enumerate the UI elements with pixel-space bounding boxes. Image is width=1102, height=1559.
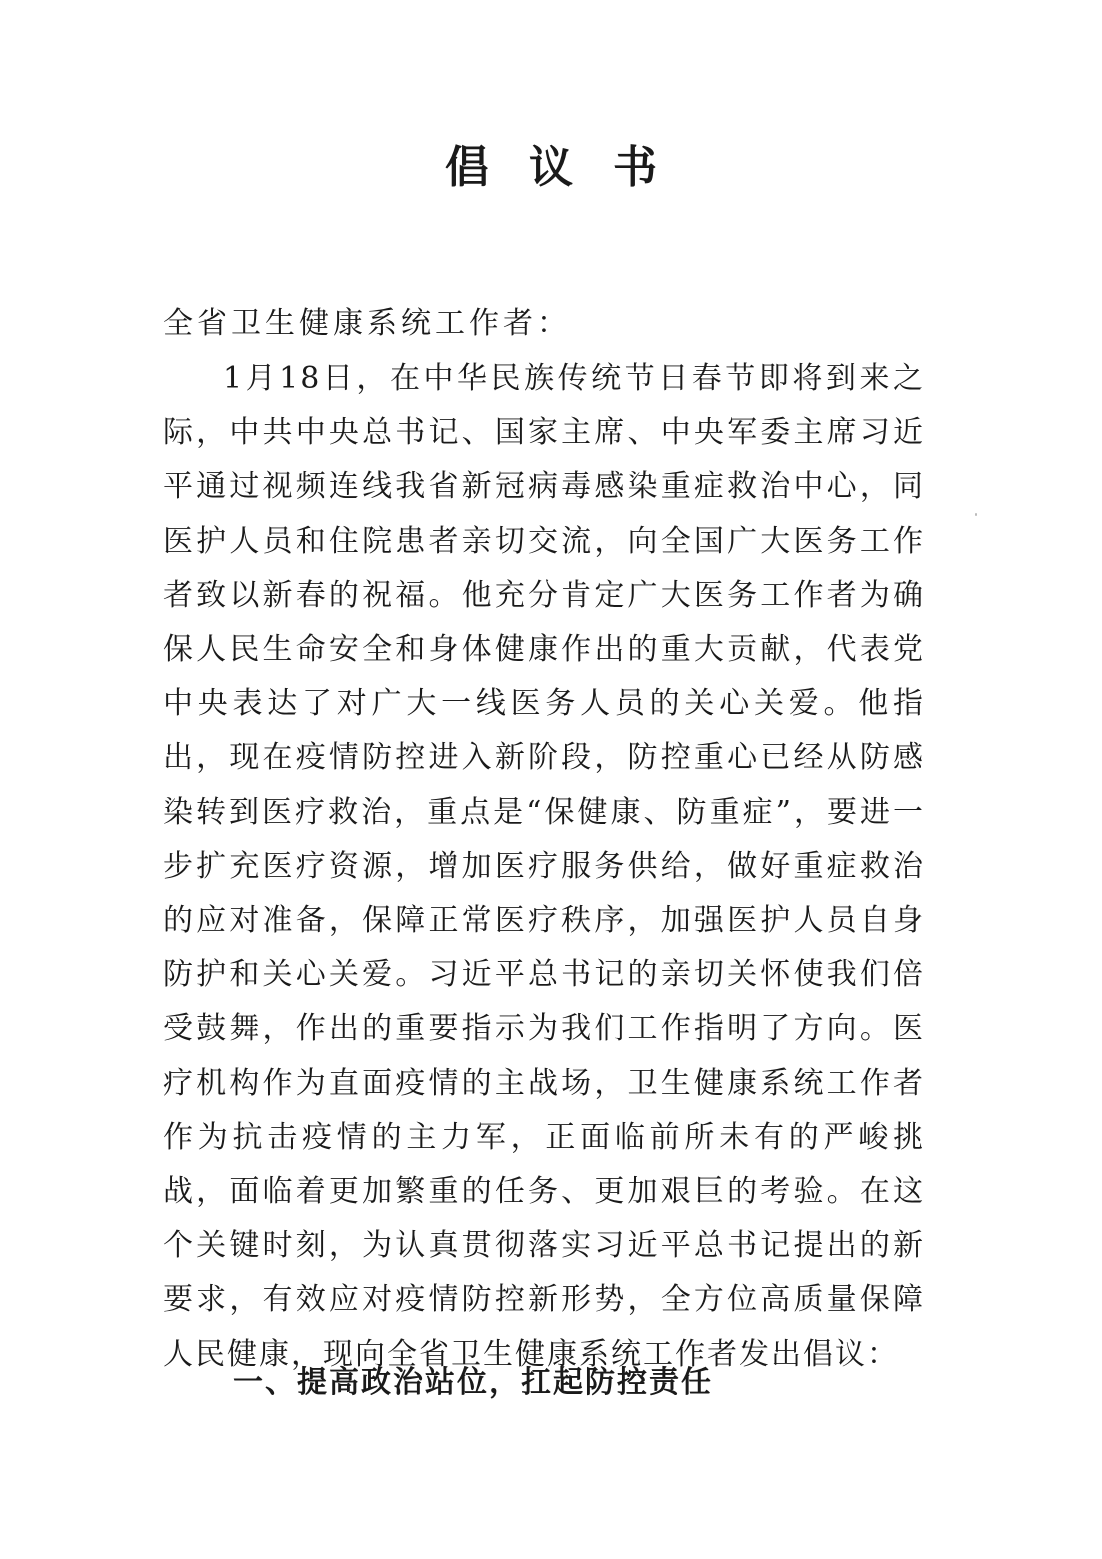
- salutation: 全省卫生健康系统工作者：: [163, 306, 571, 341]
- scan-speck: [975, 513, 977, 516]
- body-paragraph: 1月18日，在中华民族传统节日春节即将到来之际，中共中央总书记、国家主席、中央军委主席习近平通过视频连线我省新冠病毒感染重症救治中心，同医护人员和住院患者亲切交流，向全国广大医务工作者致以新春的祝福。他充分肯定广大医务工作者为确保人民生命安全和身体健康作出的重大贡献，代表党中央表达了对广大一线医务人员的关心关爱。他指出，现在疫情防控进入新阶段，防控重心已经从防感染转到医疗救治，重点是“保健康、防重症”，要进一步扩充医疗资源，增加医疗服务供给，做好重症救治的应对准备，保障正常医疗秩序，加强医护人员自身防护和关心关爱。习近平总书记的亲切关怀使我们倍受鼓舞，作出的重要指示为我们工作指明了方向。医疗机构作为直面疫情的主战场，卫生健康系统工作者作为抗击疫情的主力军，正面临前所未有的严峻挑战，面临着更加繁重的任务、更加艰巨的考验。在这个关键时刻，为认真贯彻落实习近平总书记提出的新要求，有效应对疫情防控新形势，全方位高质量保障人民健康，现向全省卫生健康系统工作者发出倡议：: [163, 361, 925, 1372]
- document-title: 倡议书: [445, 142, 697, 193]
- section-heading: 一、提高政治站位，扛起防控责任: [233, 1365, 713, 1400]
